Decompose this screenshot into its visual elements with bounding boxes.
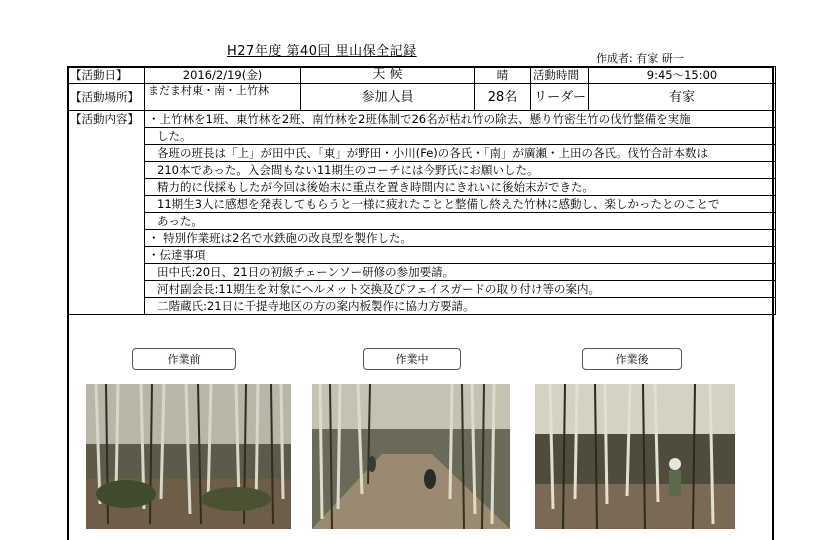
content-line: 210本であった。入会間もない11期生のコーチには今野氏にお願いした。 (145, 162, 776, 179)
content-line: 11期生3人に感想を発表してもらうと一様に疲れたことと整備し終えた竹林に感動し、楽しかったとのことで (145, 196, 776, 213)
content-line: 各班の班長は「上」が田中氏、「東」が野田・小川(Fe)の各氏・「南」が廣瀬・上田の各氏。伐竹合計本数は (145, 145, 776, 162)
content-line: 精力的に伐採もしたが今回は後始末に重点を置き時間内にきれいに後始末ができた。 (145, 179, 776, 196)
photo-during (312, 384, 510, 529)
content-line: ・上竹林を1班、東竹林を2班、南竹林を2班体制で26名が枯れ竹の除去、懸り竹密生竹の伐竹整備を実施 (145, 111, 776, 128)
content-label: 【活動内容】 (68, 111, 145, 315)
time-label: 活動時間 (531, 67, 589, 84)
content-row (68, 111, 776, 128)
content-line: 二階蔵氏:21日に千提寺地区の方の案内板製作に協力方要請。 (145, 298, 776, 315)
record-title: H27年度 第40回 里山保全記録 (227, 44, 417, 59)
before-label: 作業前 (132, 348, 236, 370)
after-label: 作業後 (582, 348, 682, 370)
content-line: ・ 特別作業班は2名で水鉄砲の改良型を製作した。 (145, 230, 776, 247)
content-line: ・伝達事項 (145, 247, 776, 264)
members-value: 28名 (475, 84, 531, 111)
members-label: 参加人員 (301, 84, 475, 111)
weather-value: 晴 (475, 67, 531, 84)
place-label: 【活動場所】 (68, 84, 145, 111)
content-line: あった。 (145, 213, 776, 230)
leader-value: 有家 (589, 84, 776, 111)
row-date (68, 67, 776, 84)
photo-after (535, 384, 735, 529)
record-table (67, 66, 776, 315)
time-value: 9:45～15:00 (589, 67, 776, 84)
weather-label: 天 候 (301, 67, 475, 84)
date-label: 【活動日】 (68, 67, 145, 84)
during-label: 作業中 (363, 348, 461, 370)
place-value: まだま村東・南・上竹林 (145, 84, 301, 111)
row-place (68, 84, 776, 111)
content-line: した。 (145, 128, 776, 145)
date-value: 2016/2/19(金) (145, 67, 301, 84)
content-line: 田中氏:20日、21日の初級チェーンソー研修の参加要請。 (145, 264, 776, 281)
author: 作成者: 有家 研一 (596, 52, 684, 65)
photo-before (86, 384, 291, 529)
content-line: 河村副会長:11期生を対象にヘルメット交換及びフェイスガードの取り付け等の案内。 (145, 281, 776, 298)
leader-label: リーダー (531, 84, 589, 111)
